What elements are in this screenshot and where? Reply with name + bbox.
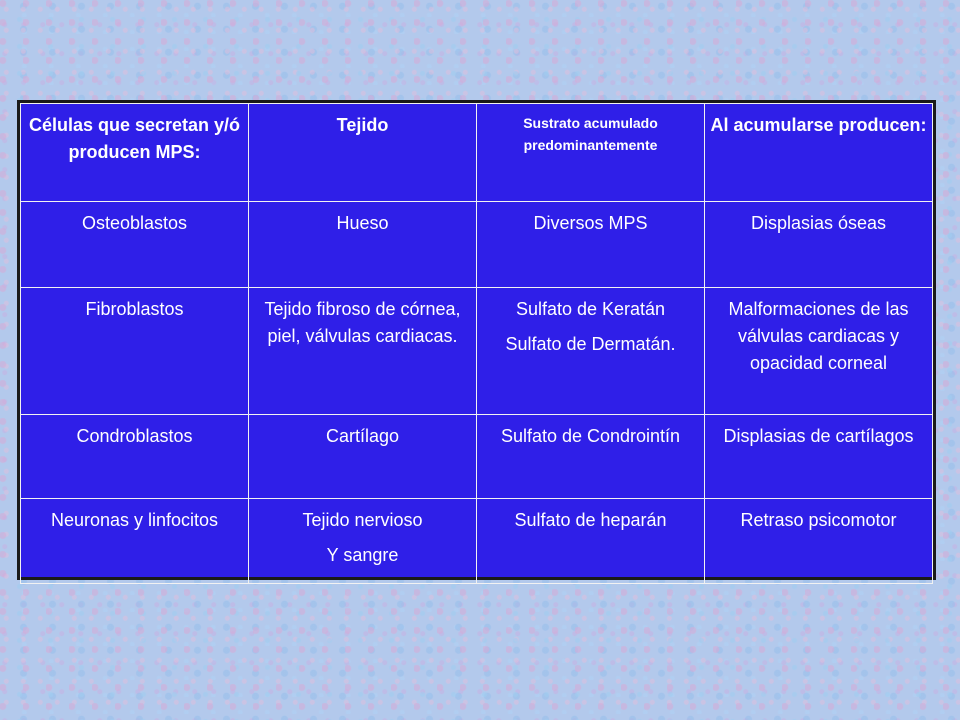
substrate-line-1: Sulfato de Keratán [515, 299, 666, 319]
table-header-row [21, 104, 933, 202]
header-effects: Al acumularse producen: [705, 104, 933, 202]
cell-substrate: Sulfato de heparán [477, 499, 705, 584]
header-cells: Células que secretan y/ó producen MPS: [21, 104, 249, 202]
tissue-line-1: Tejido nervioso [302, 510, 423, 530]
cell-substrate: Diversos MPS [477, 202, 705, 288]
mps-table-frame [17, 100, 936, 580]
cell-tissue [249, 499, 477, 584]
cell-effect: Displasias óseas [705, 202, 933, 288]
substrate-line-2: Sulfato de Dermatán. [505, 334, 676, 354]
table-row [21, 288, 933, 415]
header-substrate: Sustrato acumulado predominantemente [477, 104, 705, 202]
table-row [21, 202, 933, 288]
table-row [21, 415, 933, 499]
cell-tissue: Cartílago [249, 415, 477, 499]
cell-effect: Displasias de cartílagos [705, 415, 933, 499]
cell-effect: Retraso psicomotor [705, 499, 933, 584]
cell-cell-type: Fibroblastos [21, 288, 249, 415]
tissue-line-2: Y sangre [326, 545, 399, 565]
cell-cell-type: Neuronas y linfocitos [21, 499, 249, 584]
mps-table [20, 103, 933, 584]
cell-cell-type: Condroblastos [21, 415, 249, 499]
header-tissue: Tejido [249, 104, 477, 202]
cell-effect: Malformaciones de las válvulas cardiacas y opacidad corneal [705, 288, 933, 415]
cell-substrate: Sulfato de Condrointín [477, 415, 705, 499]
cell-cell-type: Osteoblastos [21, 202, 249, 288]
cell-tissue: Hueso [249, 202, 477, 288]
table-row [21, 499, 933, 584]
cell-substrate [477, 288, 705, 415]
cell-tissue: Tejido fibroso de córnea, piel, válvulas cardiacas. [249, 288, 477, 415]
